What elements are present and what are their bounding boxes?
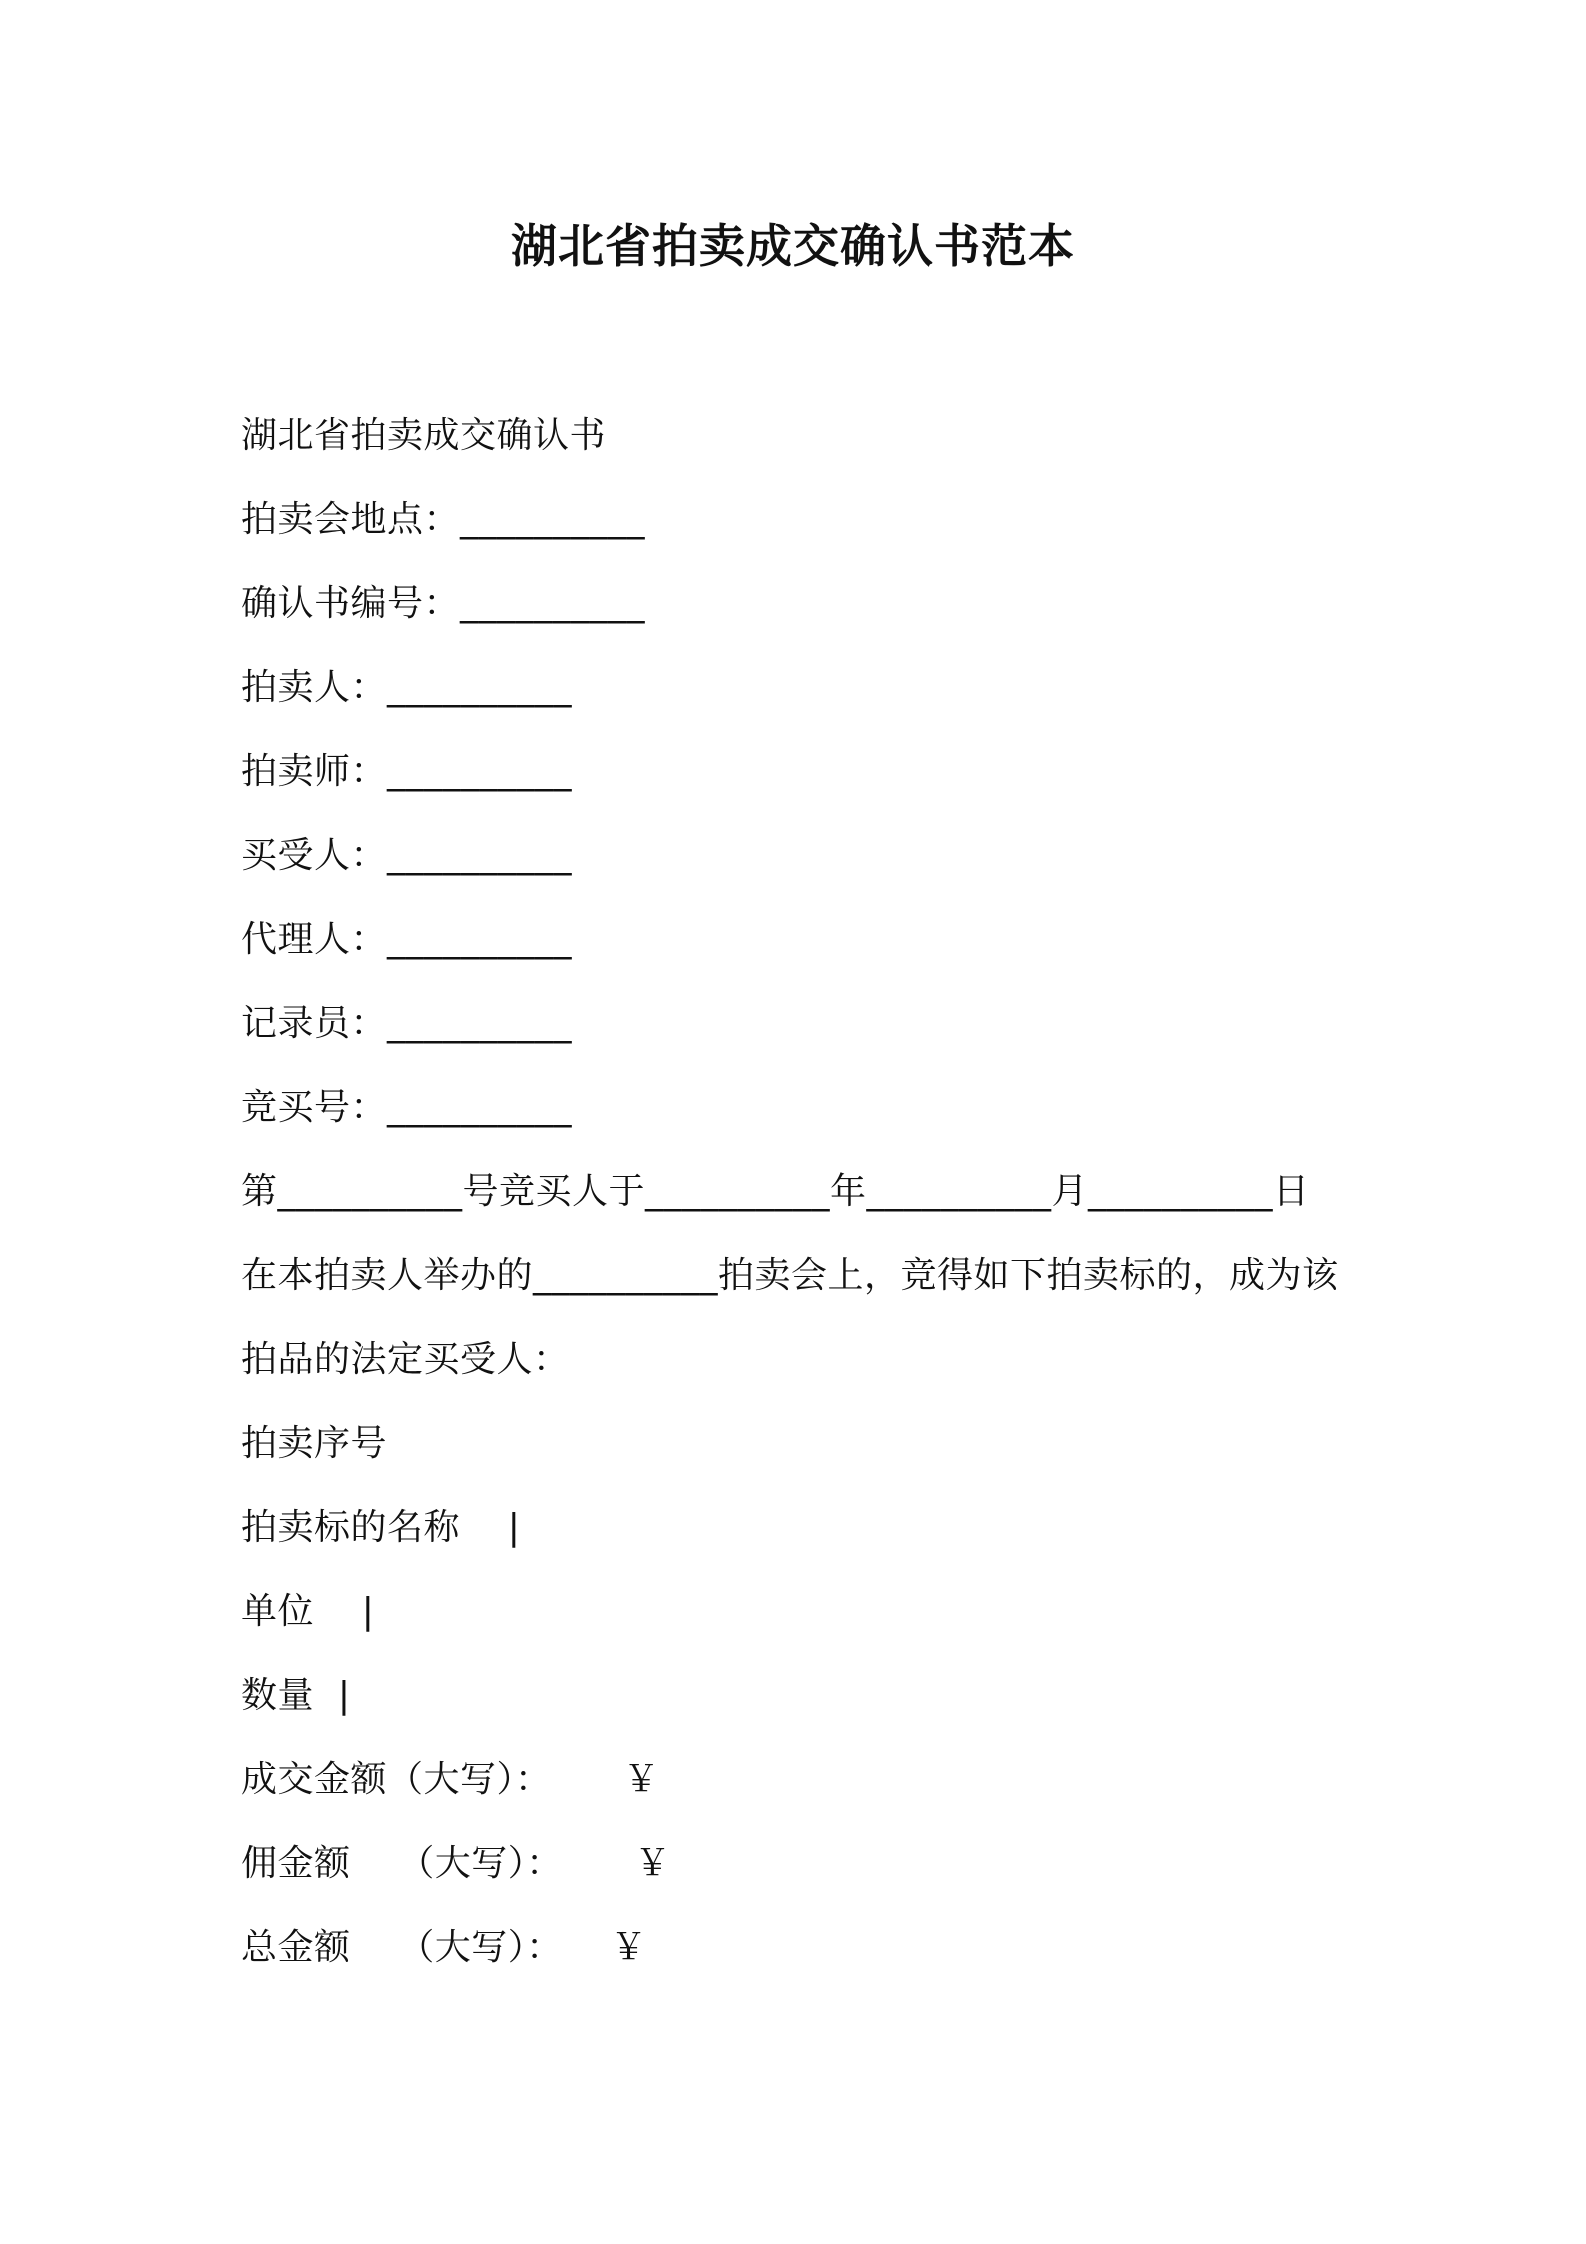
auctioneer-company-field: 拍卖人：__________ [241,667,573,708]
unit-label: 单位 | [241,1591,375,1632]
auction-location-field: 拍卖会地点：__________ [241,499,646,540]
transaction-amount-line: 成交金额（大写）： ￥ [241,1759,660,1800]
document-title: 湖北省拍卖成交确认书范本 [511,219,1075,273]
confirmation-number-field: 确认书编号：__________ [241,583,646,624]
bid-number-field: 竞买号：__________ [241,1087,573,1128]
quantity-label: 数量 | [241,1675,351,1716]
lot-number-label: 拍卖序号 [241,1423,388,1464]
document-body [241,404,1361,2000]
total-amount-line: 总金额 （大写）： ￥ [241,1927,648,1968]
subtitle-line: 湖北省拍卖成交确认书 [241,415,607,456]
lot-name-label: 拍卖标的名称 | [241,1507,521,1548]
bidder-date-line: 第__________号竞买人于__________年__________月__________日 [241,1171,1310,1212]
agent-field: 代理人：__________ [241,919,573,960]
buyer-field: 买受人：__________ [241,835,573,876]
legal-buyer-line: 拍品的法定买受人： [241,1339,570,1380]
auction-event-line: 在本拍卖人举办的__________拍卖会上，竞得如下拍卖标的，成为该 [241,1255,1339,1296]
commission-amount-line: 佣金额 （大写）： ￥ [241,1843,671,1884]
recorder-field: 记录员：__________ [241,1003,573,1044]
auctioneer-field: 拍卖师：__________ [241,751,573,792]
